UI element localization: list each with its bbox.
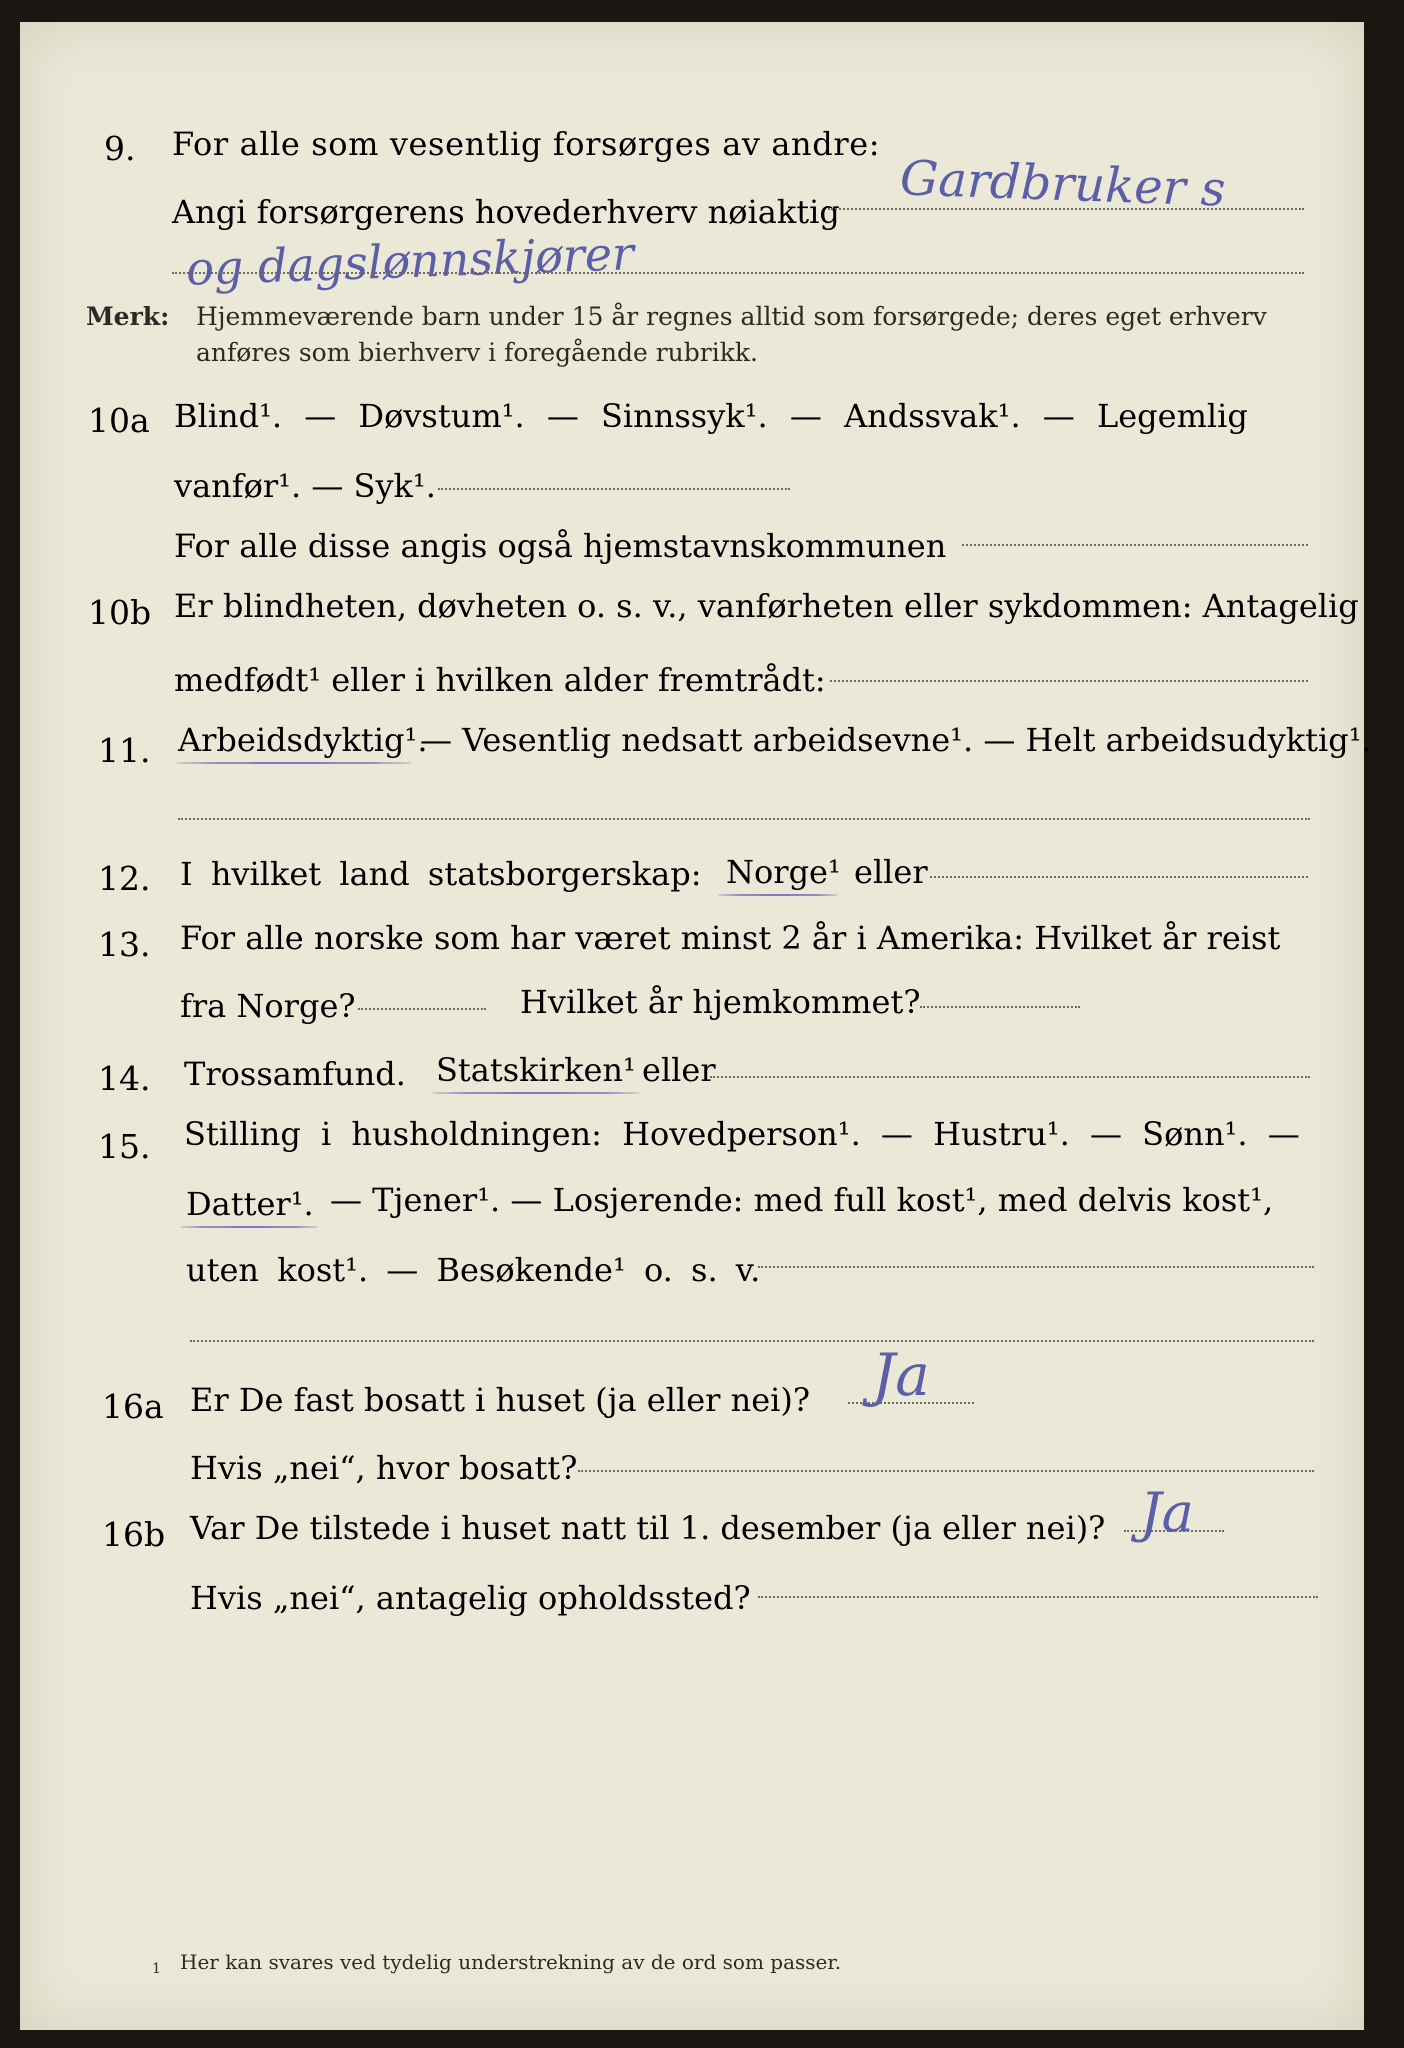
footnote-mark: 1 xyxy=(152,1961,161,1977)
q14-number: 14. xyxy=(98,1059,151,1098)
q15-line1: Stilling i husholdningen: Hovedperson¹. — Hustru¹. — Sønn¹. — xyxy=(184,1115,1300,1153)
q12-before: I hvilket land statsborgerskap: xyxy=(180,855,702,893)
q9-answer-line2 xyxy=(172,272,1304,274)
q11-underline-mark xyxy=(176,762,412,764)
q16a-residence-line xyxy=(578,1470,1314,1472)
q9-answer-occupation-cont: og dagslønnskjører xyxy=(185,226,635,296)
q12-option-underlined: Norge¹ xyxy=(726,853,841,891)
q11-rest: — Vesentlig nedsatt arbeidsevne¹. — Helt arbeidsudyktig¹. xyxy=(420,721,1372,759)
q16a-number: 16a xyxy=(102,1387,164,1426)
q10a-number: 10a xyxy=(88,401,150,440)
q10a-line1: Blind¹. — Døvstum¹. — Sinnssyk¹. — Andssvak¹. — Legemlig xyxy=(174,397,1248,435)
q16b-line2: Hvis „nei“, antagelig opholdssted? xyxy=(190,1579,751,1617)
q14-before: Trossamfund. xyxy=(184,1055,406,1093)
q13-returned-year-line xyxy=(920,1006,1080,1008)
q10a-line3: For alle disse angis også hjemstavnskommunen xyxy=(174,527,947,565)
q15-option-underlined: Datter¹. xyxy=(186,1185,314,1223)
merk-line2: anføres som bierhverv i foregående rubrikk. xyxy=(196,338,758,367)
q15-answer-line2 xyxy=(190,1340,1314,1342)
q10a-municipality-line xyxy=(962,544,1308,546)
q15-answer-line1 xyxy=(758,1266,1314,1268)
q13-line2b: Hvilket år hjemkommet? xyxy=(520,983,921,1021)
q16b-number: 16b xyxy=(102,1515,166,1554)
q15-line2-rest: — Tjener¹. — Losjerende: med full kost¹, med delvis kost¹, xyxy=(330,1181,1274,1219)
q10b-line2: medfødt¹ eller i hvilken alder fremtrådt: xyxy=(174,661,826,699)
q16b-whereabouts-line xyxy=(758,1596,1318,1598)
q15-underline-mark xyxy=(180,1226,318,1228)
q15-line3: uten kost¹. — Besøkende¹ o. s. v. xyxy=(186,1251,761,1289)
q10b-number: 10b xyxy=(88,593,152,632)
q12-answer-line xyxy=(930,876,1308,878)
q9-answer-occupation: Gardbruker s xyxy=(899,150,1227,218)
q9-line2: Angi forsørgerens hovederhverv nøiaktig xyxy=(172,193,840,231)
q16b-answer: Ja xyxy=(1140,1481,1194,1544)
q14-option-underlined: Statskirken¹ xyxy=(436,1051,636,1089)
q10b-age-line xyxy=(830,680,1308,682)
q12-number: 12. xyxy=(98,859,151,898)
q11-answer-line xyxy=(178,818,1310,820)
q10a-sick-line xyxy=(438,488,790,490)
q14-after: eller xyxy=(642,1051,716,1089)
q14-underline-mark xyxy=(432,1092,640,1094)
q13-line2a: fra Norge? xyxy=(180,987,356,1025)
q9-line1: For alle som vesentlig forsørges av andre: xyxy=(172,125,881,163)
q14-answer-line xyxy=(710,1076,1310,1078)
q13-line1: For alle norske som har været minst 2 år i Amerika: Hvilket år reist xyxy=(180,919,1281,957)
q16a-line2: Hvis „nei“, hvor bosatt? xyxy=(190,1449,578,1487)
q10a-line2: vanfør¹. — Syk¹. xyxy=(174,467,436,505)
merk-label: Merk: xyxy=(86,302,170,331)
q11-number: 11. xyxy=(98,731,151,770)
q11-option-underlined: Arbeidsdyktig¹. xyxy=(178,721,428,759)
merk-line1: Hjemmeværende barn under 15 år regnes alltid som forsørgede; deres eget erhverv xyxy=(196,302,1267,331)
q15-number: 15. xyxy=(98,1127,151,1166)
q16a-answer: Ja xyxy=(872,1341,930,1409)
q10b-line1: Er blindheten, døvheten o. s. v., vanførheten eller sykdommen: Antagelig xyxy=(174,587,1359,625)
q12-after: eller xyxy=(854,853,928,891)
q16b-line1: Var De tilstede i huset natt til 1. desember (ja eller nei)? xyxy=(190,1509,1106,1547)
q16a-line1: Er De fast bosatt i huset (ja eller nei)? xyxy=(190,1381,811,1419)
q9-answer-line1 xyxy=(828,208,1304,210)
footnote-text: Her kan svares ved tydelig understrekning av de ord som passer. xyxy=(180,1950,842,1974)
q13-number: 13. xyxy=(98,925,151,964)
q9-number: 9. xyxy=(104,129,136,168)
q13-left-year-line xyxy=(358,1008,486,1010)
q12-underline-mark xyxy=(718,894,838,896)
